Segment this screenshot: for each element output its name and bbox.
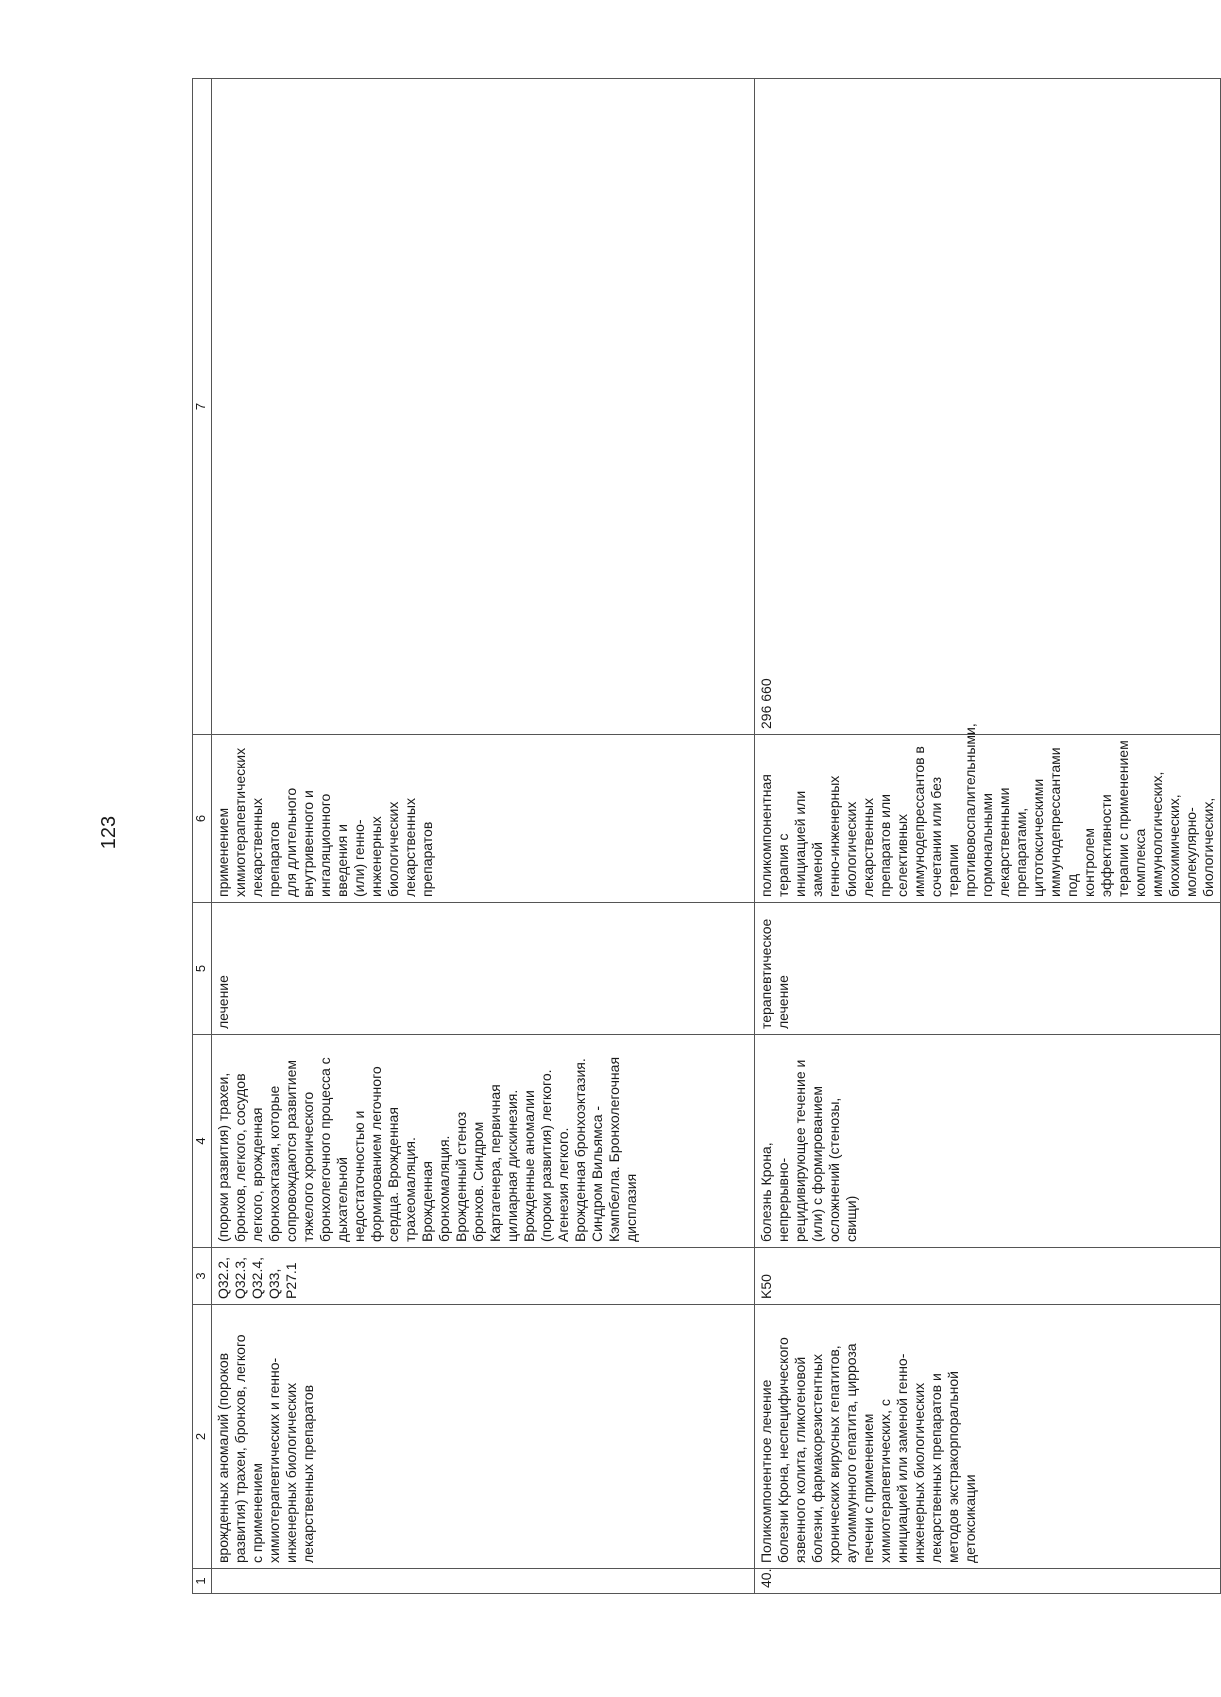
icd-codes-text: K50 — [758, 1274, 774, 1299]
row-number: 40. — [758, 1568, 774, 1588]
icd-codes-cell — [212, 1248, 755, 1305]
row-number-cell — [212, 1569, 755, 1594]
table-header-row — [193, 79, 212, 1594]
care-name-cell — [755, 1305, 1221, 1569]
medical-care-table — [192, 78, 1221, 1594]
icd-codes-cell — [755, 1248, 1221, 1305]
header-cell-5: 5 — [193, 903, 212, 1035]
care-name-text: врожденных аномалий (пороков развития) трахеи, бронхов, легкого с применением химиотерапевтических и генно- инженерных биологических лекарственных препаратов — [215, 1334, 316, 1563]
patient-model-text: (пороки развития) трахеи, бронхов, легкого, сосудов легкого, врожденная бронхоэктазия, которые сопровождаются развитием тяжелого хронического бронхолегочного процесса с дыхательной недостаточностью и формированием легочного сердца. Врожденная трахеомаляция. Врожденная бронхомаляция. Врожденный стеноз бронхов. Синдром Картагенера, первичная цилиарная дискинезия. Врожденные аномалии (пороки развития) легкого. Агенезия легкого. Врожденная бронхоэктазия. Синдром Вильямса - Кэмпбелла. Бронхолегочная дисплазия — [215, 1056, 639, 1242]
patient-model-text: болезнь Крона, непрерывно- рецидивирующее течение и (или) с формированием осложнений (стенозы, свищи) — [758, 1059, 859, 1242]
header-cell-2: 2 — [193, 1305, 212, 1569]
document-table-wrapper — [192, 79, 1216, 1594]
treatment-method-cell — [212, 735, 755, 903]
table-row — [212, 79, 755, 1594]
row-number-cell — [755, 1569, 1221, 1594]
header-cell-7: 7 — [193, 79, 212, 735]
header-cell-6: 6 — [193, 735, 212, 903]
header-cell-4: 4 — [193, 1035, 212, 1248]
icd-codes-text: Q32.2, Q32.3, Q32.4, Q33, P27.1 — [215, 1256, 299, 1299]
treatment-method-text: поликомпонентная терапия с инициацией или заменой генно-инженерных биологических лекарственных препаратов или селективных иммунодепрессантов в сочетании или без терапии противовоспалительными, гормональными лекарственными препаратами, цитотоксическими иммунодепрессантами под контролем эффективности терапии с применением комплекса иммунологических, биохимических, молекулярно- биологических, — [758, 723, 1216, 897]
patient-model-cell — [755, 1035, 1221, 1248]
page-number — [95, 810, 125, 854]
treatment-method-text: применением химиотерапевтических лекарственных препаратов для длительного внутривенного и ингаляционного введения и (или) генно-инженерных биологических лекарственных препаратов — [215, 747, 435, 897]
treatment-type-text: терапевтическое лечение — [758, 918, 791, 1029]
header-cell-3: 3 — [193, 1248, 212, 1305]
treatment-type-cell — [212, 903, 755, 1035]
care-name-text: Поликомпонентное лечение болезни Крона, неспецифического язвенного колита, гликогеновой болезни, фармакорезистентных хронических вирусных гепатитов, аутоиммунного гепатита, цирроза печени с применением химиотерапевтических, с инициацией или заменой генно- инженерных биологических лекарственных препаратов и методов экстракорпоральной детоксикации — [758, 1337, 978, 1563]
header-cell-1: 1 — [193, 1569, 212, 1594]
patient-model-cell — [212, 1035, 755, 1248]
cost-text: 296 660 — [758, 678, 774, 729]
treatment-method-cell — [755, 723, 1221, 903]
treatment-type-text: лечение — [215, 975, 231, 1029]
cost-cell — [212, 79, 755, 735]
page-number-text: 123 — [98, 815, 121, 849]
cost-cell — [755, 79, 1221, 735]
care-name-cell — [212, 1305, 755, 1569]
table-row — [755, 79, 1221, 1594]
treatment-type-cell — [755, 903, 1221, 1035]
